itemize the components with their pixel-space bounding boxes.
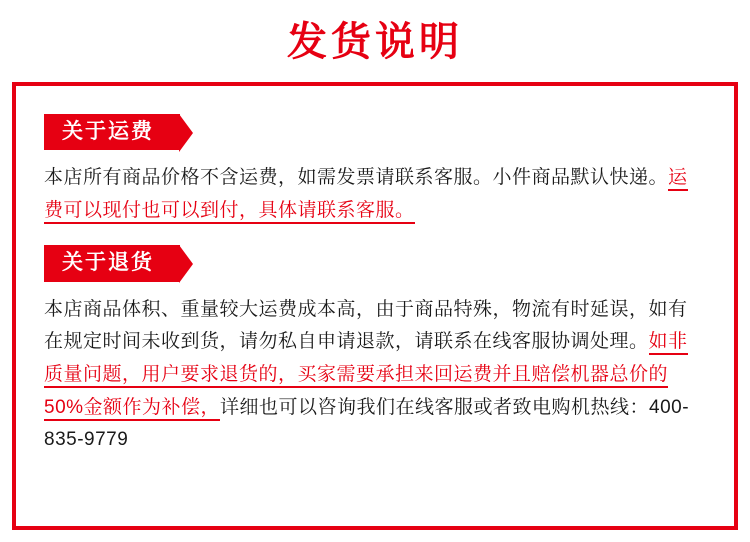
shipping-fee-text-highlight: 运费可以现付也可以到付，具体请联系客服。 (44, 167, 688, 224)
content-inner (16, 86, 734, 457)
section-tag-returns: 关于退货 (44, 245, 180, 281)
page-title: 发货说明 (287, 20, 463, 64)
section-returns (44, 245, 706, 457)
section-body-returns (44, 294, 706, 457)
content-frame (12, 82, 738, 530)
section-tag-shipping-fee: 关于运费 (44, 114, 180, 150)
shipping-fee-text-plain: 本店所有商品价格不含运费，如需发票请联系客服。小件商品默认快递。 (44, 167, 669, 189)
returns-text-plain-1: 本店商品体积、重量较大运费成本高，由于商品特殊，物流有时延误，如有在规定时间未收到货，请勿私自申请退款，请联系在线客服协调处理。 (44, 298, 688, 353)
returns-text-plain-2: 详细也可以咨询我们在线客服或者致电购机热线：400-835-9779 (44, 396, 690, 451)
section-body-shipping-fee (44, 162, 706, 227)
returns-text-highlight: 如非质量问题，用户要求退货的，买家需要承担来回运费并且赔偿机器总价的50%金额作为补偿， (44, 331, 688, 420)
section-shipping-fee (44, 114, 706, 227)
